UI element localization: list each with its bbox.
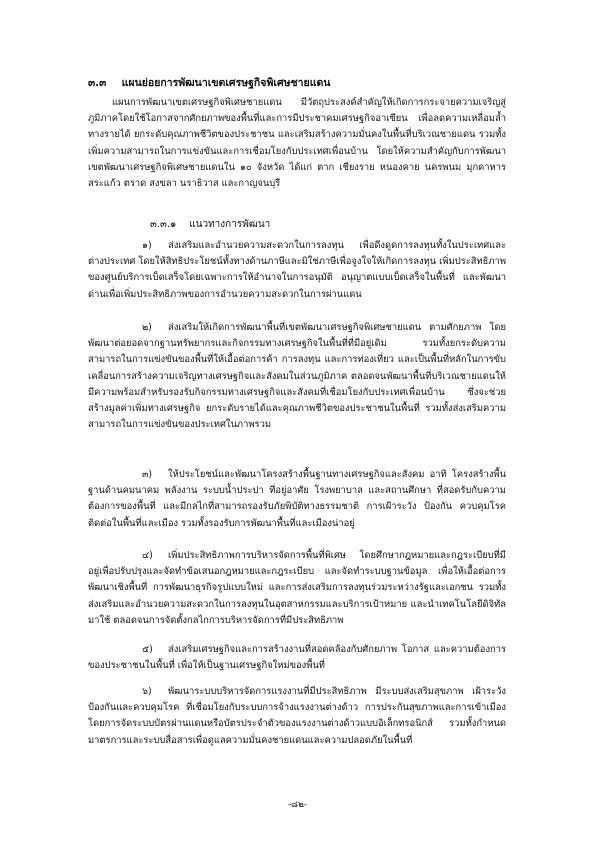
guideline-item-1 bbox=[88, 238, 506, 303]
guideline-item-6 bbox=[88, 684, 506, 749]
subsection-title: แนวทางการพัฒนา bbox=[189, 219, 271, 230]
section-heading bbox=[88, 74, 330, 91]
item-number: ๖) bbox=[142, 686, 152, 697]
item-text: ส่งเสริมเศรษฐกิจและการสร้างงานที่สอดคล้องกับศักยภาพ โอกาส และความต้องการของประชาชนในพื้นที่ เพื่อให้เป็นฐานเศรษฐกิจใหม่ของพื้นที่ bbox=[88, 644, 506, 672]
guideline-item-5 bbox=[88, 642, 506, 674]
item-text: เพิ่มประสิทธิภาพการบริหารจัดการพื้นที่พิเศษ โดยศึกษากฎหมายและกฎระเบียบที่มีอยู่เพื่อปรับปรุงและจัดทำข้อเสนอกฎหมายและกฎระเบียบ และจัดทำระบบฐานข้อมูล เพื่อให้เอื้อต่อการพัฒนาเชิงพื้นที่ การพัฒนาธุรกิจรูปแบบใหม่ และการส่งเสริมการลงทุนร่วมระหว่างรัฐและเอกชน รวมทั้งส่งเสริมและอำนวยความสะดวกในการลงทุนในอุตสาหกรรมและบริการเป้าหมาย และนำเทคโนโลยีดิจิทัลมาใช้ ตลอดจนการจัดตั้งกลไกการบริหารจัดการที่มีประสิทธิภาพ bbox=[88, 550, 506, 626]
item-number: ๒) bbox=[142, 322, 152, 333]
item-text: ส่งเสริมและอำนวยความสะดวกในการลงทุน เพื่อดึงดูดการลงทุนทั้งในประเทศและต่างประเทศ โดยให้สิทธิประโยชน์ทั้งทางด้านภาษีและมิใช่ภาษีเพื่อจูงใจให้เกิดการลงทุน เพิ่มประสิทธิภาพของศูนย์บริการเบ็ดเสร็จโดยเฉพาะการให้อำนาจในการอนุมัติ อนุญาตแบบเบ็ดเสร็จในพื้นที่ และพัฒนาด่านเพื่อเพิ่มประสิทธิภาพของการอำนวยความสะดวกในการผ่านแดน bbox=[88, 240, 506, 300]
section-title: แผนย่อยการพัฒนาเขตเศรษฐกิจพิเศษชายแดน bbox=[121, 77, 331, 89]
item-number: ๔) bbox=[142, 550, 153, 561]
subsection-heading bbox=[150, 217, 270, 232]
guideline-item-3 bbox=[88, 467, 506, 532]
item-text: ส่งเสริมให้เกิดการพัฒนาพื้นที่เขตพัฒนาเศรษฐกิจพิเศษชายแดน ตามศักยภาพ โดยพัฒนาต่อยอดจากฐานทรัพยากรและกิจกรรมทางเศรษฐกิจในพื้นที่ที่มีอยู่เดิม รวมทั้งยกระดับความสามารถในการแข่งขันของพื้นที่ให้เอื้อต่อการค้า การลงทุน และการท่องเที่ยว และเป็นพื้นที่หลักในการขับเคลื่อนการสร้างความเจริญทางเศรษฐกิจและสังคมในส่วนภูมิภาค ตลอดจนพัฒนาพื้นที่บริเวณชายแดนให้มีความพร้อมสำหรับรองรับกิจกรรมทางเศรษฐกิจและสังคมที่เชื่อมโยงกับประเทศเพื่อนบ้าน ซึ่งจะช่วยสร้างมูลค่าเพิ่มทางเศรษฐกิจ ยกระดับรายได้และคุณภาพชีวิตของประชาชนในพื้นที่ รวมทั้งส่งเสริมความสามารถในการแข่งขันของประเทศในภาพรวม bbox=[88, 322, 506, 431]
section-number: ๓.๓ bbox=[88, 77, 107, 89]
item-text: ให้ประโยชน์และพัฒนาโครงสร้างพื้นฐานทางเศรษฐกิจและสังคม อาทิ โครงสร้างพื้นฐานด้านคมนาคม พลังงาน ระบบน้ำประปา ที่อยู่อาศัย โรงพยาบาล และสถานศึกษา ที่สอดรับกับความต้องการของพื้นที่ และมีกลไกที่สามารถรองรับภัยพิบัติทางธรรมชาติ การเฝ้าระวัง ป้องกัน ควบคุมโรคติดต่อในพื้นที่และเมือง รวมทั้งรองรับการพัฒนาพื้นที่และเมืองน่าอยู่ bbox=[88, 469, 506, 529]
guideline-item-4 bbox=[88, 548, 506, 629]
guideline-item-2 bbox=[88, 320, 506, 433]
item-number: ๕) bbox=[142, 644, 153, 655]
item-text: พัฒนาระบบบริหารจัดการแรงงานที่มีประสิทธิภาพ มีระบบส่งเสริมสุขภาพ เฝ้าระวัง ป้องกันและควบคุมโรค ที่เชื่อมโยงกับระบบการจ้างแรงงานต่างด้าว การประกันสุขภาพและการเข้าเมือง โดยการจัดระบบบัตรผ่านแดนหรือบัตรประจำตัวของแรงงานต่างด้าวแบบอิเล็กทรอนิกส์ รวมทั้งกำหนดมาตรการและระบบสื่อสารเพื่อดูแลความมั่นคงชายแดนและความปลอดภัยในพื้นที่ bbox=[88, 686, 506, 746]
page-number: -๘๒- bbox=[287, 800, 308, 810]
section-intro-paragraph: แผนการพัฒนาเขตเศรษฐกิจพิเศษชายแดน มีวัตถุประสงค์สำคัญให้เกิดการกระจายความเจริญสู่ภูมิภาคโดยใช้โอกาสจากศักยภาพของพื้นที่และการมีประชาคมเศรษฐกิจอาเซียน เพื่อลดความเหลื่อมล้ำทางรายได้ ยกระดับคุณภาพชีวิตของประชาชน และเสริมสร้างความมั่นคงในพื้นที่บริเวณชายแดน รวมทั้งเพิ่มความสามารถในการแข่งขันและการเชื่อมโยงกับประเทศเพื่อนบ้าน โดยให้ความสำคัญกับการพัฒนาเขตพัฒนาเศรษฐกิจพิเศษชายแดนใน ๑๐ จังหวัด ได้แก่ ตาก เชียงราย หนองคาย นครพนม มุกดาหาร สระแก้ว ตราด สงขลา นราธิวาส และกาญจนบุรี bbox=[88, 97, 506, 190]
subsection-number: ๓.๓.๑ bbox=[150, 219, 177, 230]
item-number: ๓) bbox=[142, 469, 153, 480]
item-number: ๑) bbox=[142, 240, 152, 251]
